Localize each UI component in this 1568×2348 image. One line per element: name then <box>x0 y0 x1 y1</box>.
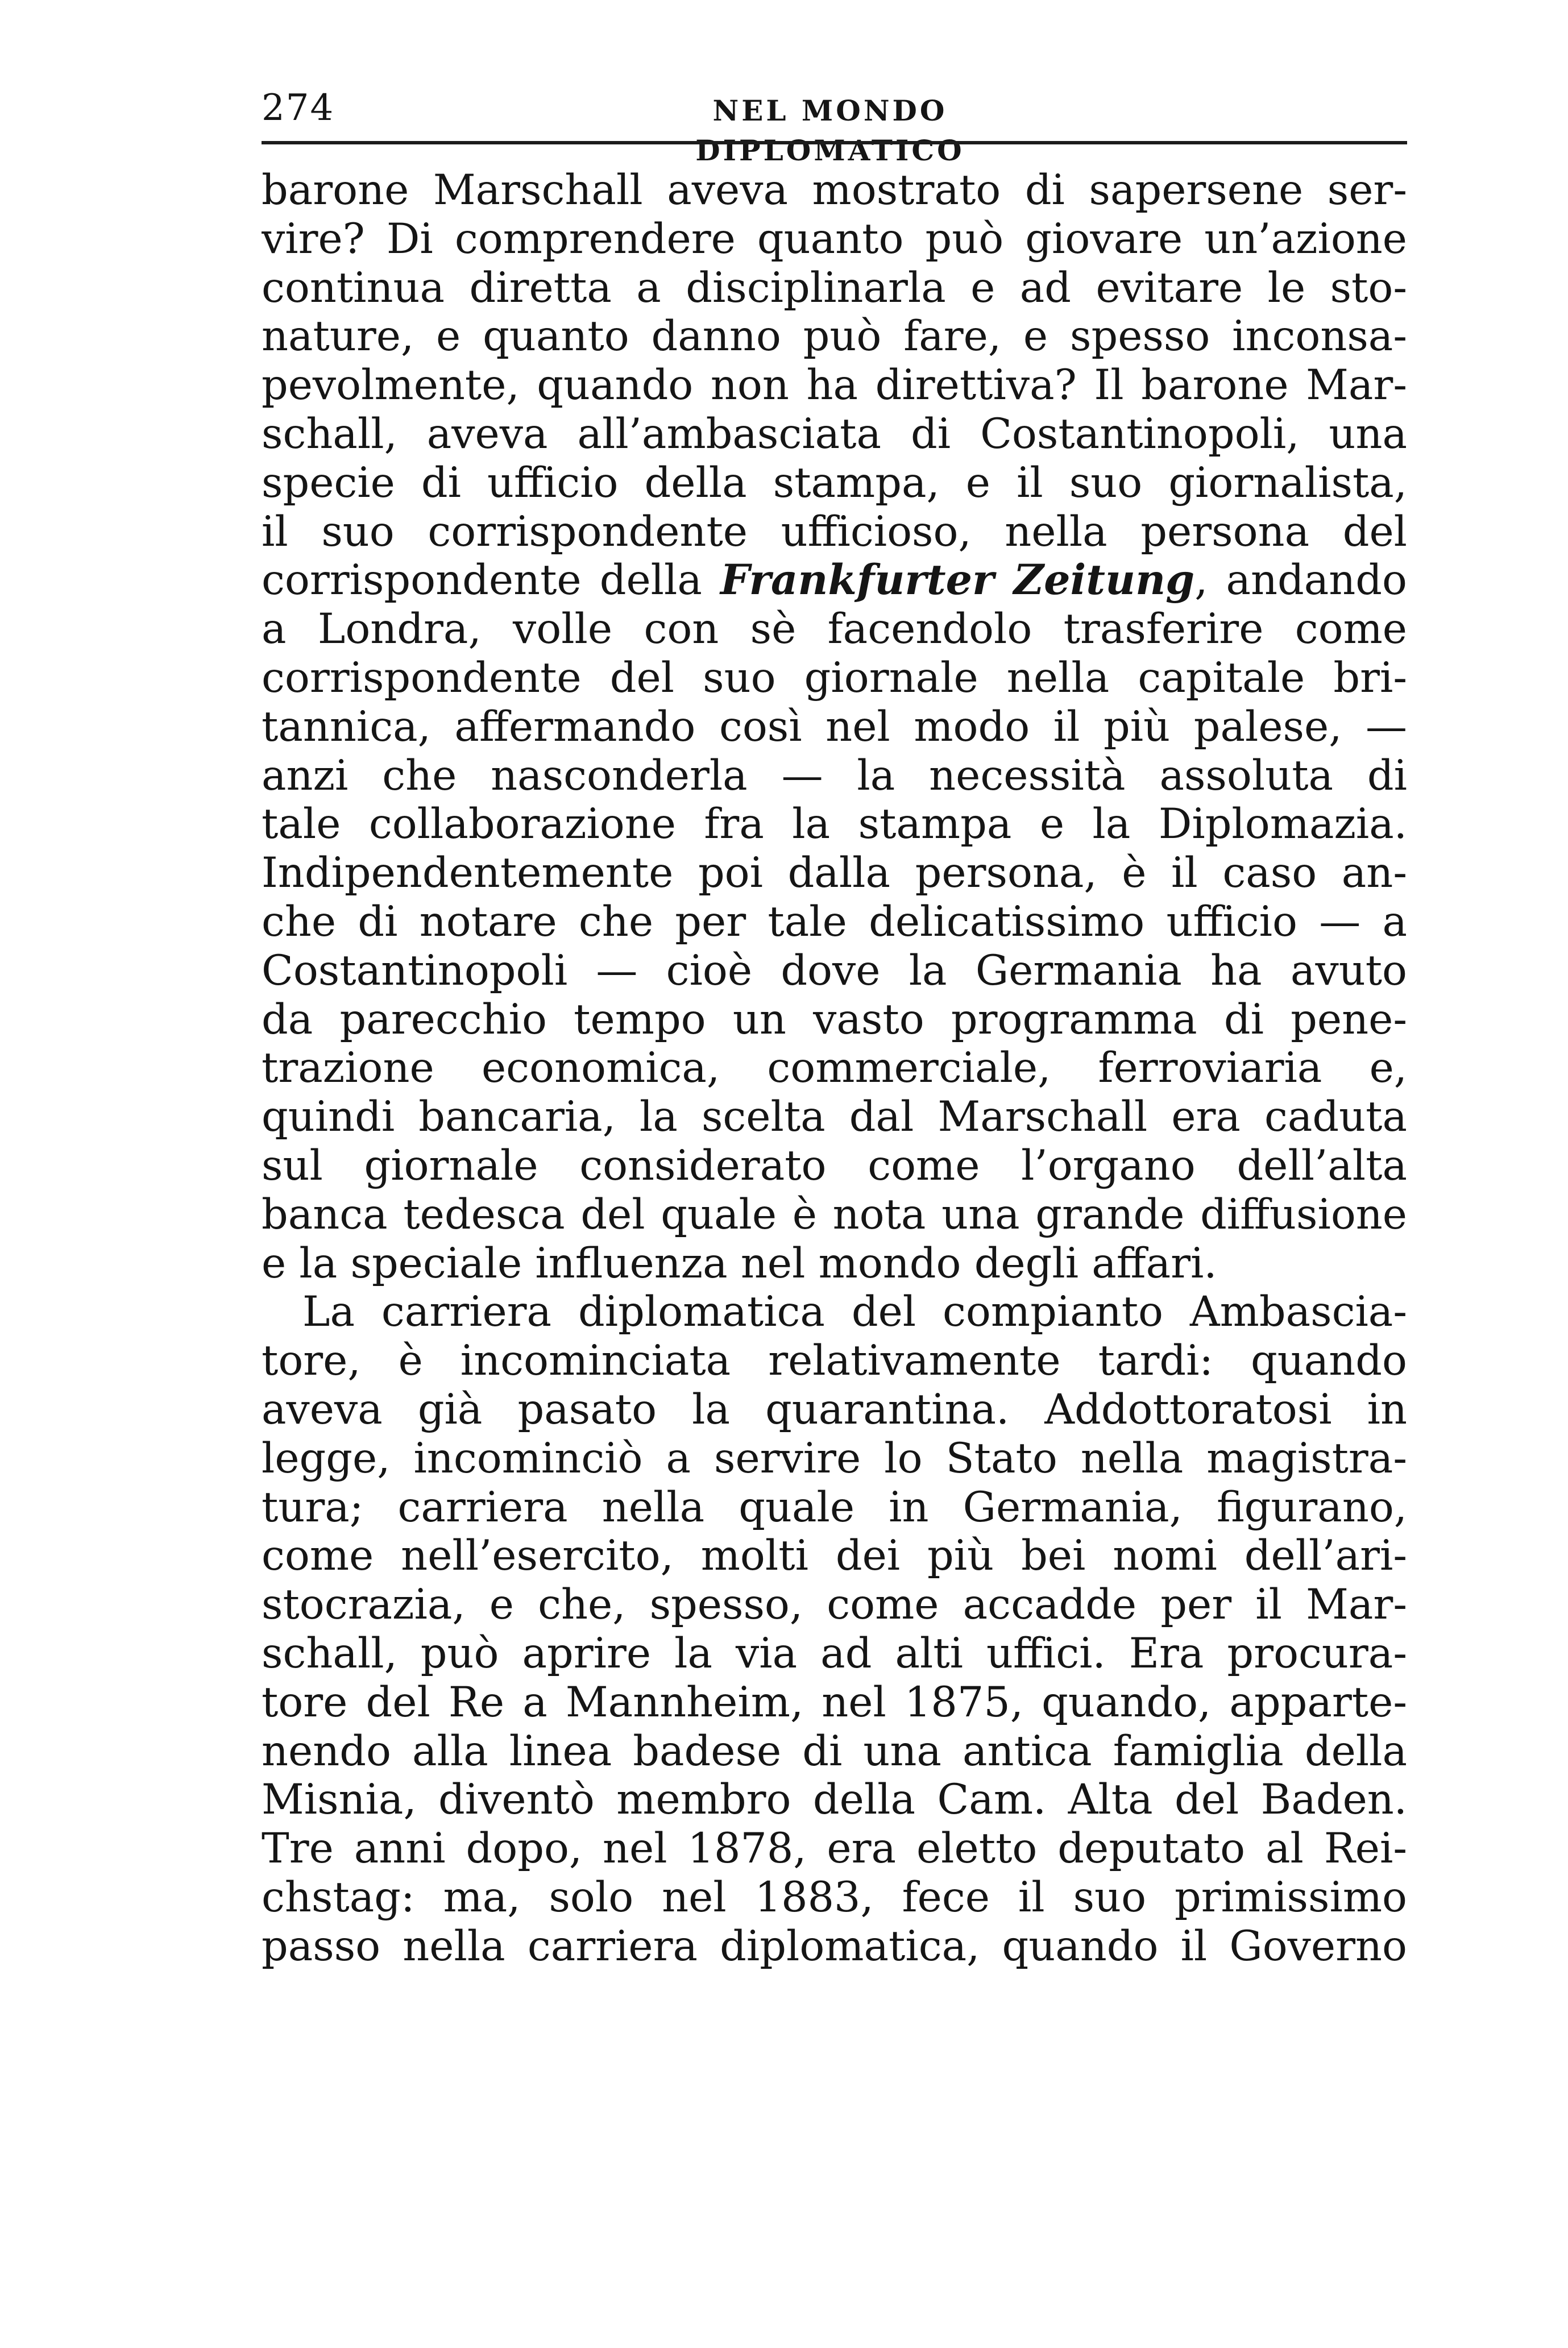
text-line-with-italic <box>262 556 1407 605</box>
text-line: il suo corrispondente ufficioso, nella persona del <box>262 507 1407 556</box>
text-line: Costantinopoli — cioè dove la Germania ha avuto <box>262 946 1407 995</box>
text-line: tale collaborazione fra la stampa e la Diplomazia. <box>262 800 1407 849</box>
text-line: La carriera diplomatica del compianto Ambascia- <box>302 1288 1407 1337</box>
text-line: e la speciale influenza nel mondo degli affari. <box>262 1239 1217 1288</box>
text-line: a Londra, volle con sè facendolo trasferire come <box>262 605 1407 654</box>
text-line: anzi che nasconderla — la necessità assoluta di <box>262 751 1407 800</box>
text-line: chstag: ma, solo nel 1883, fece il suo primissimo <box>262 1873 1407 1922</box>
text-line: stocrazia, e che, spesso, come accadde per il Mar- <box>262 1580 1407 1629</box>
text-line: corrispondente del suo giornale nella capitale bri- <box>262 653 1407 702</box>
header-rule <box>262 141 1407 144</box>
text-line: sul giornale considerato come l’organo dell’alta <box>262 1141 1407 1190</box>
text-line: legge, incominciò a servire lo Stato nella magistra- <box>262 1434 1407 1483</box>
page-header <box>262 80 1407 167</box>
newspaper-title: Frankfurter Zeitung <box>720 556 1195 605</box>
text-line: Tre anni dopo, nel 1878, era eletto deputato al Rei- <box>262 1824 1407 1873</box>
page-number: 274 <box>262 87 335 129</box>
text-line: banca tedesca del quale è nota una grande diffusione <box>262 1190 1407 1239</box>
running-title: NEL MONDO DIPLOMATICO <box>695 94 965 167</box>
line-segment: , andando <box>1194 556 1407 605</box>
text-line: tore del Re a Mannheim, nel 1875, quando, apparte- <box>262 1678 1407 1727</box>
text-line: tura; carriera nella quale in Germania, figurano, <box>262 1483 1407 1532</box>
line-segment: corrispondente della <box>262 556 720 605</box>
text-line: barone Marschall aveva mostrato di sapersene ser- <box>262 166 1407 214</box>
text-line: quindi bancaria, la scelta dal Marschall era caduta <box>262 1093 1407 1142</box>
text-line: tannica, affermando così nel modo il più palese, — <box>262 702 1407 751</box>
text-line: schall, può aprire la via ad alti uffici. Era procura- <box>262 1629 1407 1678</box>
text-line: vire? Di comprendere quanto può giovare un’azione <box>262 214 1407 263</box>
text-line: schall, aveva all’ambasciata di Costantinopoli, una <box>262 409 1407 458</box>
text-line: nendo alla linea badese di una antica famiglia della <box>262 1727 1407 1775</box>
text-line: da parecchio tempo un vasto programma di pene- <box>262 995 1407 1044</box>
text-line: pevolmente, quando non ha direttiva? Il barone Mar- <box>262 361 1407 410</box>
text-line: specie di ufficio della stampa, e il suo giornalista, <box>262 458 1407 507</box>
text-line: aveva già pasato la quarantina. Addottoratosi in <box>262 1385 1407 1434</box>
text-line: tore, è incominciata relativamente tardi: quando <box>262 1337 1407 1385</box>
text-line: passo nella carriera diplomatica, quando il Governo <box>262 1922 1407 1971</box>
text-line: Misnia, diventò membro della Cam. Alta del Baden. <box>262 1775 1407 1824</box>
text-line: che di notare che per tale delicatissimo ufficio — a <box>262 897 1407 946</box>
text-line: continua diretta a disciplinarla e ad evitare le sto- <box>262 263 1407 312</box>
text-line: Indipendentemente poi dalla persona, è il caso an- <box>262 849 1407 898</box>
text-line: trazione economica, commerciale, ferroviaria e, <box>262 1044 1407 1093</box>
text-line: come nell’esercito, molti dei più bei nomi dell’ari- <box>262 1532 1407 1580</box>
body-text <box>262 166 1407 1971</box>
text-line: nature, e quanto danno può fare, e spesso inconsa- <box>262 312 1407 361</box>
